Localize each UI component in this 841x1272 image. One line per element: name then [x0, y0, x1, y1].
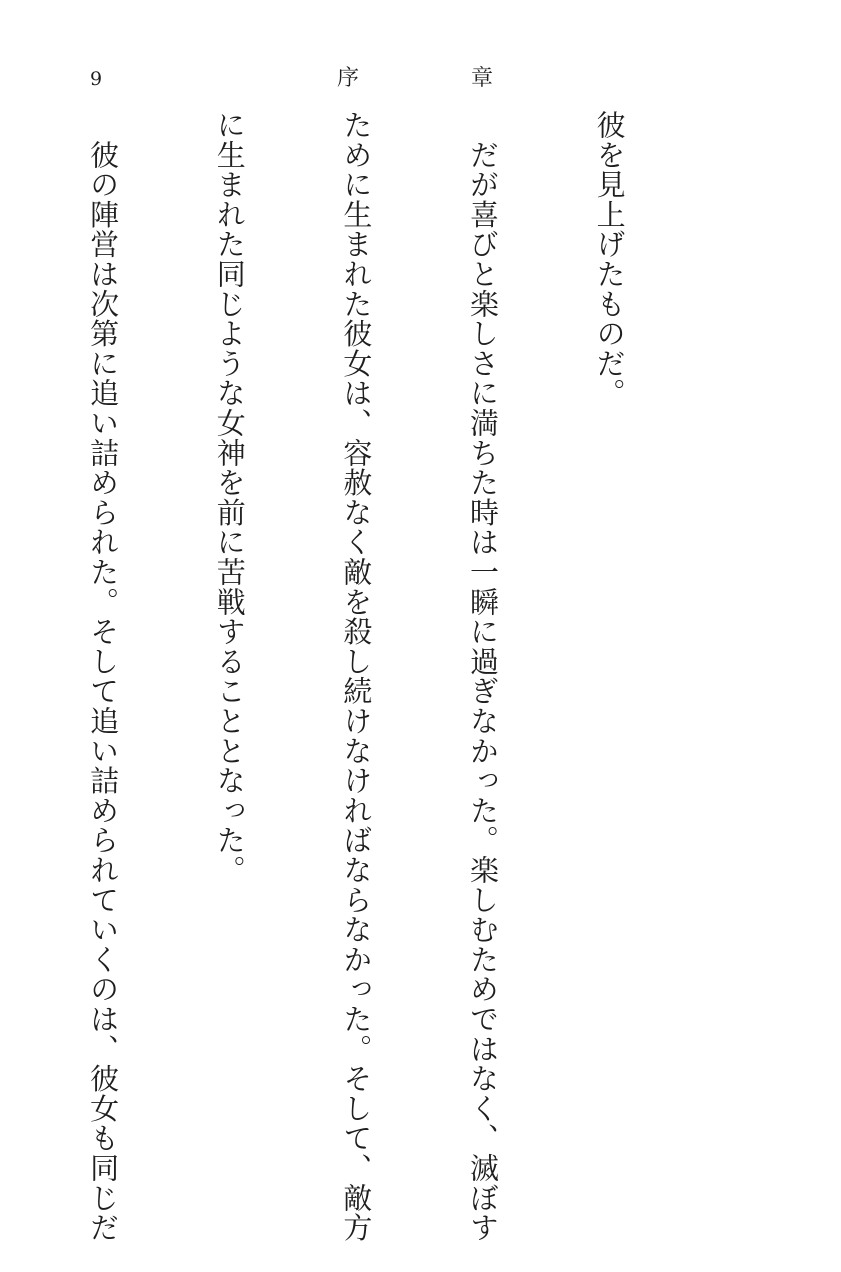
text-line: 彼を見上げたものだ。	[592, 110, 627, 408]
text-line: ために生まれた彼女は、容赦なく敵を殺し続けなければならなかった。そして、敵方	[339, 110, 374, 1243]
text-line: に生まれた同じような女神を前に苦戦することとなった。	[212, 110, 247, 885]
vertical-body-text	[0, 110, 715, 1243]
page-number: 9	[90, 68, 103, 90]
running-header-title-part2: 章	[471, 66, 494, 91]
text-line: だが喜びと楽しさに満ちた時は一瞬に過ぎなかった。楽しむためではなく、滅ぼす	[465, 110, 500, 1243]
running-header-title-part1: 序	[337, 66, 360, 91]
text-line: 彼の陣営は次第に追い詰められた。そして追い詰められていくのは、彼女も同じだ	[86, 110, 121, 1243]
